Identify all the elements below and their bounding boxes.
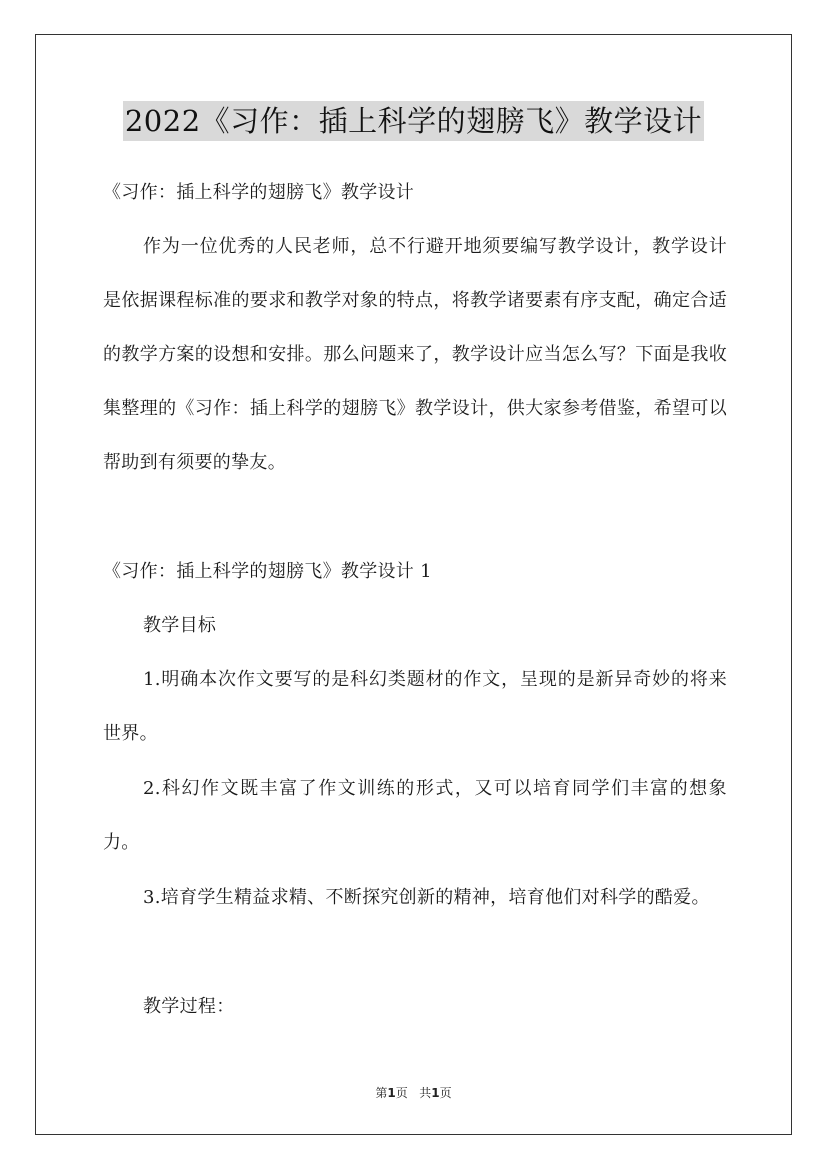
footer-total-pages: 1 bbox=[431, 1086, 440, 1100]
footer-page-suffix: 页 bbox=[395, 1086, 408, 1100]
document-subtitle: 《习作：插上科学的翅膀飞》教学设计 bbox=[103, 182, 415, 203]
goals-heading: 教学目标 bbox=[143, 615, 217, 636]
intro-paragraph: 作为一位优秀的人民老师，总不行避开地须要编写教学设计，教学设计是依据课程标准的要求和教学对象的特点，将教学诸要素有序支配，确定合适的教学方案的设想和安排。那么问题来了，教学设计应当怎么写？下面是我收集整理的《习作：插上科学的翅膀飞》教学设计，供大家参考借鉴，希望可以帮助到有须要的挚友。 bbox=[103, 236, 727, 473]
footer-page-prefix: 第 bbox=[375, 1086, 388, 1100]
page-footer bbox=[0, 1084, 827, 1101]
goal-item-2: 2.科幻作文既丰富了作文训练的形式，又可以培育同学们丰富的想象力。 bbox=[103, 778, 727, 853]
document-title: 2022《习作：插上科学的翅膀飞》教学设计 bbox=[123, 101, 704, 141]
footer-total-suffix: 页 bbox=[439, 1086, 452, 1100]
process-heading: 教学过程： bbox=[143, 996, 235, 1017]
footer-total-prefix: 共 bbox=[419, 1086, 432, 1100]
document-title-wrapper bbox=[0, 101, 827, 141]
goal-item-1: 1.明确本次作文要写的是科幻类题材的作文，呈现的是新异奇妙的将来世界。 bbox=[103, 669, 727, 744]
goal-item-3: 3.培育学生精益求精、不断探究创新的精神，培育他们对科学的酷爱。 bbox=[143, 887, 710, 908]
section-title: 《习作：插上科学的翅膀飞》教学设计 1 bbox=[103, 561, 432, 582]
footer-page-number: 1 bbox=[387, 1086, 396, 1100]
